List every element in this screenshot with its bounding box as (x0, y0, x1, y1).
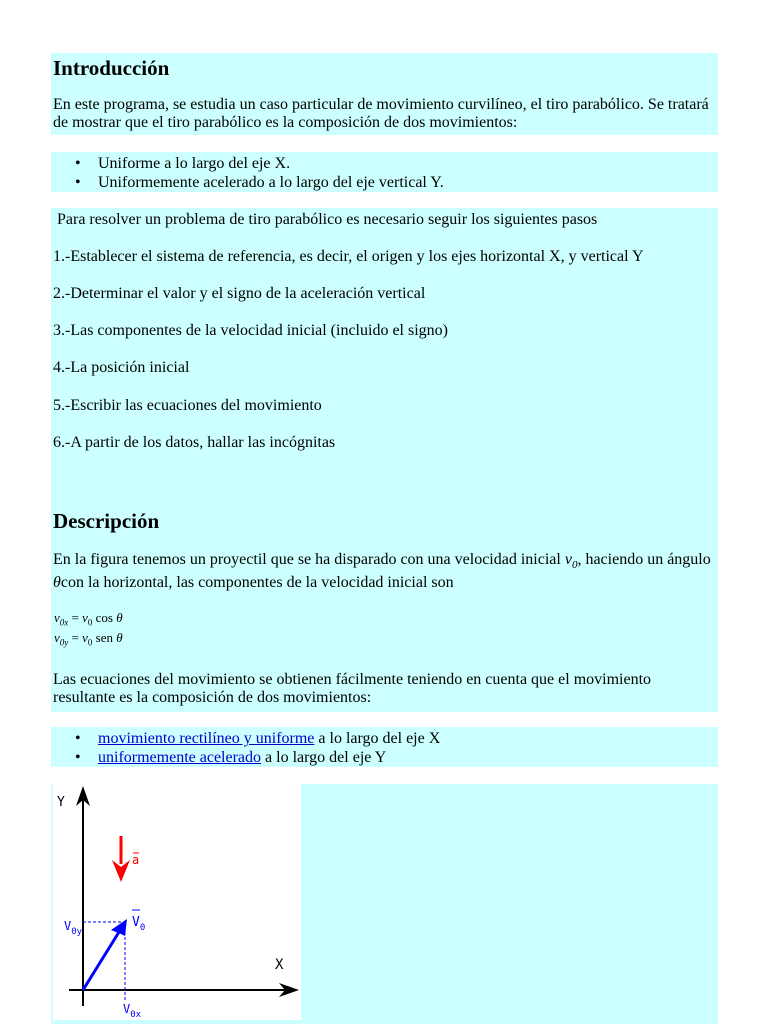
intro-title: Introducción (53, 56, 170, 80)
list-item: • uniformemente acelerado a lo largo del eje Y (51, 748, 440, 767)
description-section (51, 488, 718, 712)
theta-symbol: θ (53, 574, 61, 592)
list-item: • Uniforme a lo largo del eje X. (51, 154, 444, 173)
acceleration-label: a (132, 853, 140, 867)
description-paragraph-2: Las ecuaciones del movimiento se obtienen fácilmente teniendo en cuenta que el movimiento resultante es la composición de dos movimientos: (53, 671, 652, 706)
v0y-label: $V_{0y}$ (64, 919, 83, 937)
step-item: 3.-Las componentes de la velocidad inicial (incluido el signo) (53, 322, 448, 339)
step-item: 4.-La posición inicial (53, 359, 190, 376)
list-item: • Uniformemente acelerado a lo largo del eje vertical Y. (51, 173, 444, 192)
step-item: 5.-Escribir las ecuaciones del movimiento (53, 397, 322, 414)
intro-section (51, 53, 718, 135)
velocity-label: $V_0$ (132, 915, 146, 933)
step-item: 2.-Determinar el valor y el signo de la aceleración vertical (53, 285, 426, 302)
steps-lead: Para resolver un problema de tiro parabólico es necesario seguir los siguientes pasos (57, 211, 598, 228)
x-axis-label: X (275, 957, 284, 973)
v0-symbol: $v_0$ (564, 551, 578, 572)
velocity-vector (83, 932, 119, 990)
equation-v0y: $v_{0y} = v_0$ sen θ (54, 630, 123, 648)
figure-section (51, 784, 718, 1024)
description-title: Descripción (53, 509, 160, 533)
v0x-label: $V_{0x}$ (123, 1002, 142, 1020)
step-item: 6.-A partir de los datos, hallar las incógnitas (53, 434, 336, 451)
y-axis-label: Y (57, 795, 65, 810)
equation-v0x: $v_{0x} = v_0$ cos θ (54, 610, 123, 628)
steps-section (51, 208, 718, 488)
intro-bullets (51, 152, 718, 192)
description-paragraph: En la figura tenemos un proyectil que se ha disparado con una velocidad inicial $v_0$, haciendo un ángulo θcon la horizontal, las componentes de la velocidad inicial son (53, 551, 711, 592)
link-uniformly-accelerated[interactable]: uniformemente acelerado (98, 749, 262, 766)
intro-paragraph: En este programa, se estudia un caso particular de movimiento curvilíneo, el tiro parabólico. Se tratará de mostrar que el tiro parabólico es la composición de dos movimientos: (53, 96, 709, 131)
list-item: • movimiento rectilíneo y uniforme a lo largo del eje X (51, 729, 440, 748)
motion-links (51, 727, 718, 767)
figure-canvas (53, 784, 301, 1020)
step-item: 1.-Establecer el sistema de referencia, es decir, el origen y los ejes horizontal X, y vertical Y (53, 248, 644, 265)
projectile-diagram (53, 784, 301, 1020)
link-rectilinear-uniform[interactable]: movimiento rectilíneo y uniforme (98, 730, 315, 747)
